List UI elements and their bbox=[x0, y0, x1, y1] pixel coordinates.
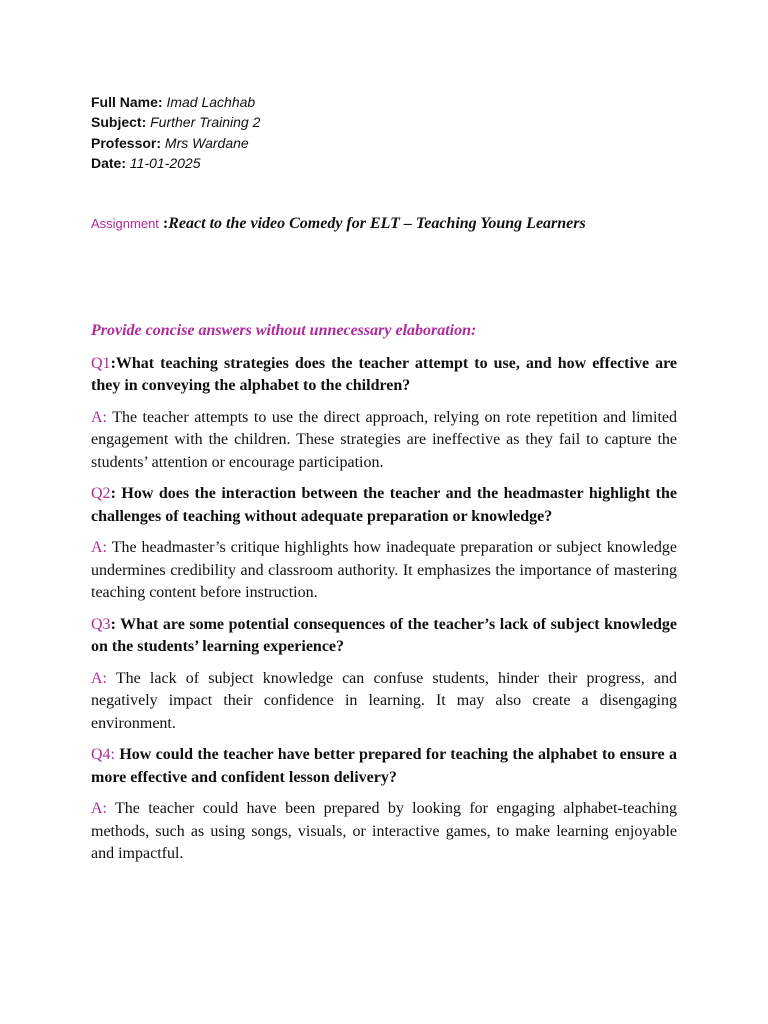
answer-text: The lack of subject knowledge can confuse students, hinder their progress, and negatively impact their confidence in learning. It may also create a disengaging environment. bbox=[91, 669, 677, 732]
header-info bbox=[91, 92, 260, 173]
question-3 bbox=[91, 614, 677, 659]
date-row bbox=[91, 153, 260, 173]
answer-tag: A: bbox=[91, 539, 107, 556]
question-text: How could the teacher have better prepared for teaching the alphabet to ensure a more effective and confident lesson delivery? bbox=[91, 746, 677, 786]
assignment-colon: : bbox=[162, 215, 169, 232]
answer-tag: A: bbox=[91, 800, 107, 817]
instruction-text: Provide concise answers without unnecessary elaboration: bbox=[91, 322, 477, 339]
question-tag: Q2 bbox=[91, 485, 111, 502]
answer-text: The headmaster’s critique highlights how inadequate preparation or subject knowledge undermines credibility and classroom authority. It emphasizes the importance of mastering teaching content before instruction. bbox=[91, 539, 677, 601]
question-1 bbox=[91, 353, 677, 398]
answer-tag: A: bbox=[91, 408, 107, 426]
answer-text: The teacher attempts to use the direct approach, relying on rote repetition and limited engagement with the children. These strategies are ineffective as they fail to capture the students’ attention or encourage participation. bbox=[91, 408, 677, 471]
professor-row bbox=[91, 133, 260, 153]
answer-3 bbox=[91, 668, 677, 736]
question-2 bbox=[91, 483, 677, 528]
answers-section bbox=[91, 320, 677, 875]
assignment-title: React to the video Comedy for ELT – Teaching Young Learners bbox=[168, 215, 586, 232]
answer-tag: A: bbox=[91, 669, 107, 687]
question-text: : How does the interaction between the teacher and the headmaster highlight the challenges of teaching without adequate preparation or knowledge? bbox=[91, 485, 677, 525]
answer-text: The teacher could have been prepared by looking for engaging alphabet-teaching methods, such as using songs, visuals, or interactive games, to make learning enjoyable and impactful. bbox=[91, 800, 677, 862]
subject-label: Subject: bbox=[91, 114, 147, 131]
subject-value: Further Training 2 bbox=[150, 114, 261, 131]
question-tag: Q4: bbox=[91, 746, 115, 763]
answer-4 bbox=[91, 798, 677, 866]
professor-value: Mrs Wardane bbox=[164, 134, 249, 151]
full-name-label: Full Name: bbox=[91, 94, 163, 110]
assignment-label: Assignment bbox=[91, 216, 159, 231]
date-value: 11-01-2025 bbox=[129, 154, 201, 171]
subject-row bbox=[91, 112, 260, 132]
date-label: Date: bbox=[91, 154, 127, 171]
answer-1 bbox=[91, 407, 677, 475]
full-name-row bbox=[91, 92, 260, 112]
question-text: :What teaching strategies does the teacher attempt to use, and how effective are they in conveying the alphabet to the children? bbox=[91, 354, 677, 394]
full-name-value: Imad Lachhab bbox=[166, 94, 256, 110]
answer-2 bbox=[91, 537, 677, 605]
question-tag: Q1 bbox=[91, 354, 111, 372]
assignment-line bbox=[91, 215, 586, 233]
question-4 bbox=[91, 744, 677, 789]
professor-label: Professor: bbox=[91, 134, 162, 151]
question-tag: Q3 bbox=[91, 615, 111, 633]
question-text: : What are some potential consequences of the teacher’s lack of subject knowledge on the students’ learning experience? bbox=[91, 615, 677, 655]
